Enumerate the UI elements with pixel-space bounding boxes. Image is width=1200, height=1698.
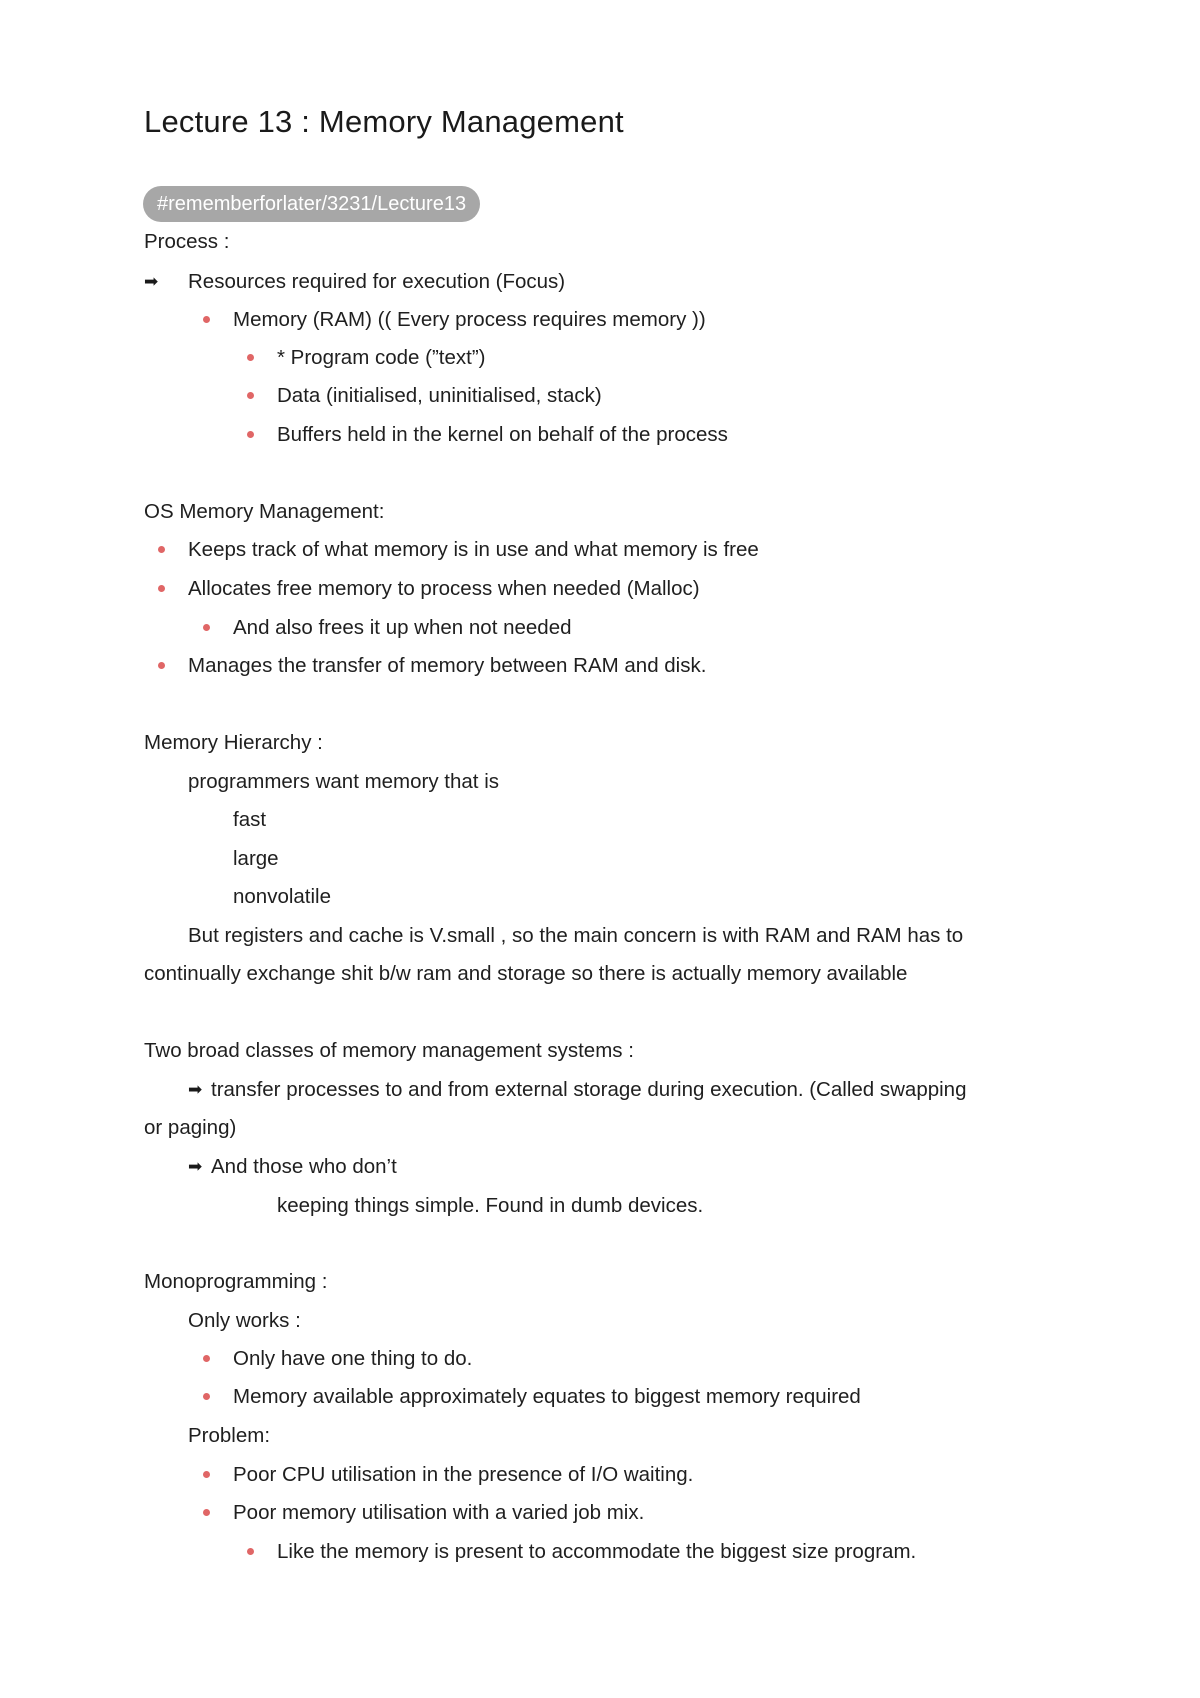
list-item: Buffers held in the kernel on behalf of the process — [277, 423, 728, 446]
text-line: nonvolatile — [233, 885, 332, 908]
list-item: Memory (RAM) (( Every process requires memory )) — [233, 308, 706, 331]
text-line: Problem: — [188, 1424, 271, 1447]
list-item: Only have one thing to do. — [233, 1347, 473, 1370]
bullet-icon — [158, 585, 165, 592]
arrow-right-icon: ➡ — [144, 272, 159, 291]
bullet-icon — [203, 1509, 210, 1516]
tag-chip[interactable]: #rememberforlater/3231/Lecture13 — [143, 186, 480, 222]
section-heading-memory-hierarchy: Memory Hierarchy : — [144, 731, 323, 754]
text-line: continually exchange shit b/w ram and storage so there is actually memory available — [144, 962, 908, 985]
list-item: Resources required for execution (Focus) — [188, 270, 566, 293]
list-item: Like the memory is present to accommodate the biggest size program. — [277, 1540, 917, 1563]
bullet-icon — [203, 1355, 210, 1362]
section-heading-two-classes: Two broad classes of memory management systems : — [144, 1039, 634, 1062]
bullet-icon — [247, 354, 254, 361]
arrow-right-icon: ➡ — [188, 1157, 203, 1176]
list-item: Allocates free memory to process when needed (Malloc) — [188, 577, 700, 600]
text-line: transfer processes to and from external storage during execution. (Called swapping — [211, 1078, 967, 1101]
list-item: Poor memory utilisation with a varied job mix. — [233, 1501, 645, 1524]
list-item: Memory available approximately equates to biggest memory required — [233, 1385, 861, 1408]
list-item: Data (initialised, uninitialised, stack) — [277, 384, 602, 407]
bullet-icon — [158, 662, 165, 669]
text-line: or paging) — [144, 1116, 237, 1139]
list-item: And also frees it up when not needed — [233, 616, 572, 639]
text-line: But registers and cache is V.small , so the main concern is with RAM and RAM has to — [188, 924, 964, 947]
bullet-icon — [203, 1471, 210, 1478]
text-line: programmers want memory that is — [188, 770, 500, 793]
page-title: Lecture 13 : Memory Management — [144, 104, 624, 139]
text-line: keeping things simple. Found in dumb devices. — [277, 1194, 704, 1217]
bullet-icon — [158, 546, 165, 553]
text-line: large — [233, 847, 279, 870]
list-item: Keeps track of what memory is in use and what memory is free — [188, 538, 759, 561]
list-item: Manages the transfer of memory between RAM and disk. — [188, 654, 707, 677]
bullet-icon — [247, 431, 254, 438]
bullet-icon — [203, 316, 210, 323]
list-item: * Program code (”text”) — [277, 346, 486, 369]
text-line: And those who don’t — [211, 1155, 397, 1178]
bullet-icon — [247, 1548, 254, 1555]
section-heading-os-memory: OS Memory Management: — [144, 500, 385, 523]
bullet-icon — [203, 624, 210, 631]
text-line: Only works : — [188, 1309, 301, 1332]
text-line: fast — [233, 808, 267, 831]
bullet-icon — [247, 392, 254, 399]
list-item: Poor CPU utilisation in the presence of I/O waiting. — [233, 1463, 694, 1486]
section-heading-process: Process : — [144, 230, 230, 253]
bullet-icon — [203, 1393, 210, 1400]
arrow-right-icon: ➡ — [188, 1080, 203, 1099]
section-heading-monoprogramming: Monoprogramming : — [144, 1270, 328, 1293]
